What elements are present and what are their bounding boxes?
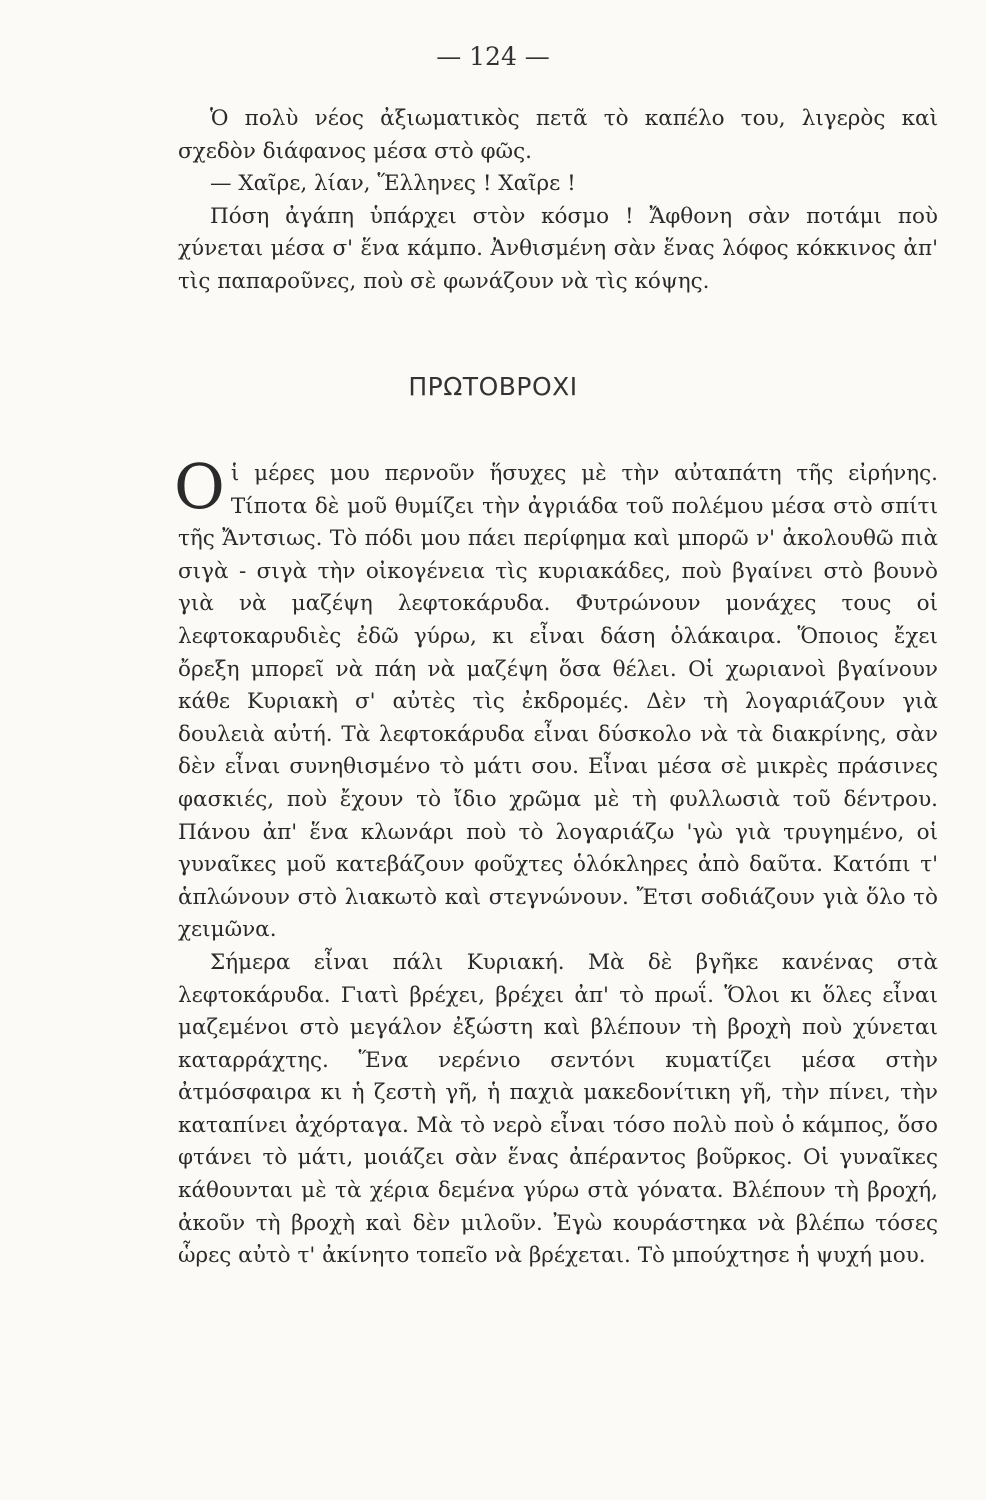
drop-cap: Ο [174, 450, 225, 523]
chapter-body [174, 450, 938, 1273]
page-number: — 124 — [436, 42, 550, 71]
intro-text [178, 103, 938, 299]
intro-paragraph: Πόση ἀγάπη ὑπάρχει στὸν κόσμο ! Ἄφθονη σὰν ποτάμι ποὺ χύνεται μέσα σ' ἕνα κάμπο. Ἀνθισμένη σὰν ἕνας λόφος κόκκινος ἀπ' τὶς παπαροῦνες, ποὺ σὲ φωνάζουν νὰ τὶς κόψης. [178, 203, 938, 294]
chapter-heading: ΠΡΩΤΟΒΡΟΧΙ [408, 372, 578, 401]
dialogue-line: — Χαῖρε, λίαν, Ἕλληνες ! Χαῖρε ! [210, 171, 576, 197]
body-paragraph: Σήμερα εἶναι πάλι Κυριακή. Μὰ δὲ βγῆκε κανένας στὰ λεφτοκάρυδα. Γιατὶ βρέχει, βρέχει ἀπ' τὸ πρωΐ. Ὅλοι κι ὅλες εἶναι μαζεμένοι στὸ μεγάλον ἐξώστη καὶ βλέπουν τὴ βροχὴ ποὺ χύνεται καταρράχτης. Ἕνα νερένιο σεντόνι κυματίζει μέσα στὴν ἀτμόσφαιρα κι ἡ ζεστὴ γῆ, ἡ παχιὰ μακεδονίτικη γῆ, τὴν πίνει, τὴν καταπίνει ἀχόρταγα. Μὰ τὸ νερὸ εἶναι τόσο πολὺ ποὺ ὁ κάμπος, ὅσο φτάνει τὸ μάτι, μοιάζει σὰν ἕνας ἀπέραντος βοῦρκος. Οἱ γυναῖκες κάθουνται μὲ τὰ χέρια δεμένα γύρω στὰ γόνατα. Βλέπουν τὴ βροχή, ἀκοῦν τὴ βροχὴ καὶ δὲν μιλοῦν. Ἐγὼ κουράστηκα νὰ βλέπω τόσες ὧρες αὐτὸ τ' ἀκίνητο τοπεῖο νὰ βρέχεται. Τὸ μπούχτησε ἡ ψυχή μου. [178, 949, 938, 1269]
intro-paragraph: Ὁ πολὺ νέος ἀξιωματικὸς πετᾶ τὸ καπέλο του, λιγερὸς καὶ σχεδὸν διάφανος μέσα στὸ φῶς. [178, 106, 938, 164]
body-paragraph [174, 450, 938, 947]
body-paragraph-text: ἱ μέρες μου περνοῦν ἥσυχες μὲ τὴν αὐταπάτη τῆς εἰρήνης. Τίποτα δὲ μοῦ θυμίζει τὴν ἀγριάδα τοῦ πολέμου μέσα στὸ σπίτι τῆς Ἄντσιως. Τὸ πόδι μου πάει περίφημα καὶ μπορῶ ν' ἀκολουθῶ πιὰ σιγὰ - σιγὰ τὴν οἰκογένεια τὶς κυριακάδες, ποὺ βγαίνει στὸ βουνὸ γιὰ νὰ μαζέψη λεφτοκάρυδα. Φυτρώνουν μονάχες τους οἱ λεφτοκαρυδιὲς ἐδῶ γύρω, κι εἶναι δάση ὁλάκαιρα. Ὅποιος ἔχει ὄρεξη μπορεῖ νὰ πάη νὰ μαζέψη ὅσα θέλει. Οἱ χωριανοὶ βγαίνουν κάθε Κυριακὴ σ' αὐτὲς τὶς ἐκδρομές. Δὲν τὴ λογαριάζουν γιὰ δουλειὰ αὐτή. Τὰ λεφτοκάρυδα εἶναι δύσκολο νὰ τὰ διακρίνης, σὰν δὲν εἶναι συνηθισμένο τὸ μάτι σου. Εἶναι μέσα σὲ μικρὲς πράσινες φασκιές, ποὺ ἔχουν τὸ ἴδιο χρῶμα μὲ τὴ φυλλωσιὰ τοῦ δέντρου. Πάνου ἀπ' ἕνα κλωνάρι ποὺ τὸ λογαριάζω 'γὼ γιὰ τρυγημένο, οἱ γυναῖκες μοῦ κατεβάζουν φοῦχτες ὁλόκληρες ἀπὸ δαῦτα. Κατόπι τ' ἁπλώνουν στὸ λιακωτὸ καὶ στεγνώνουν. Ἔτσι σοδιάζουν γιὰ ὅλο τὸ χειμῶνα. [178, 461, 938, 943]
